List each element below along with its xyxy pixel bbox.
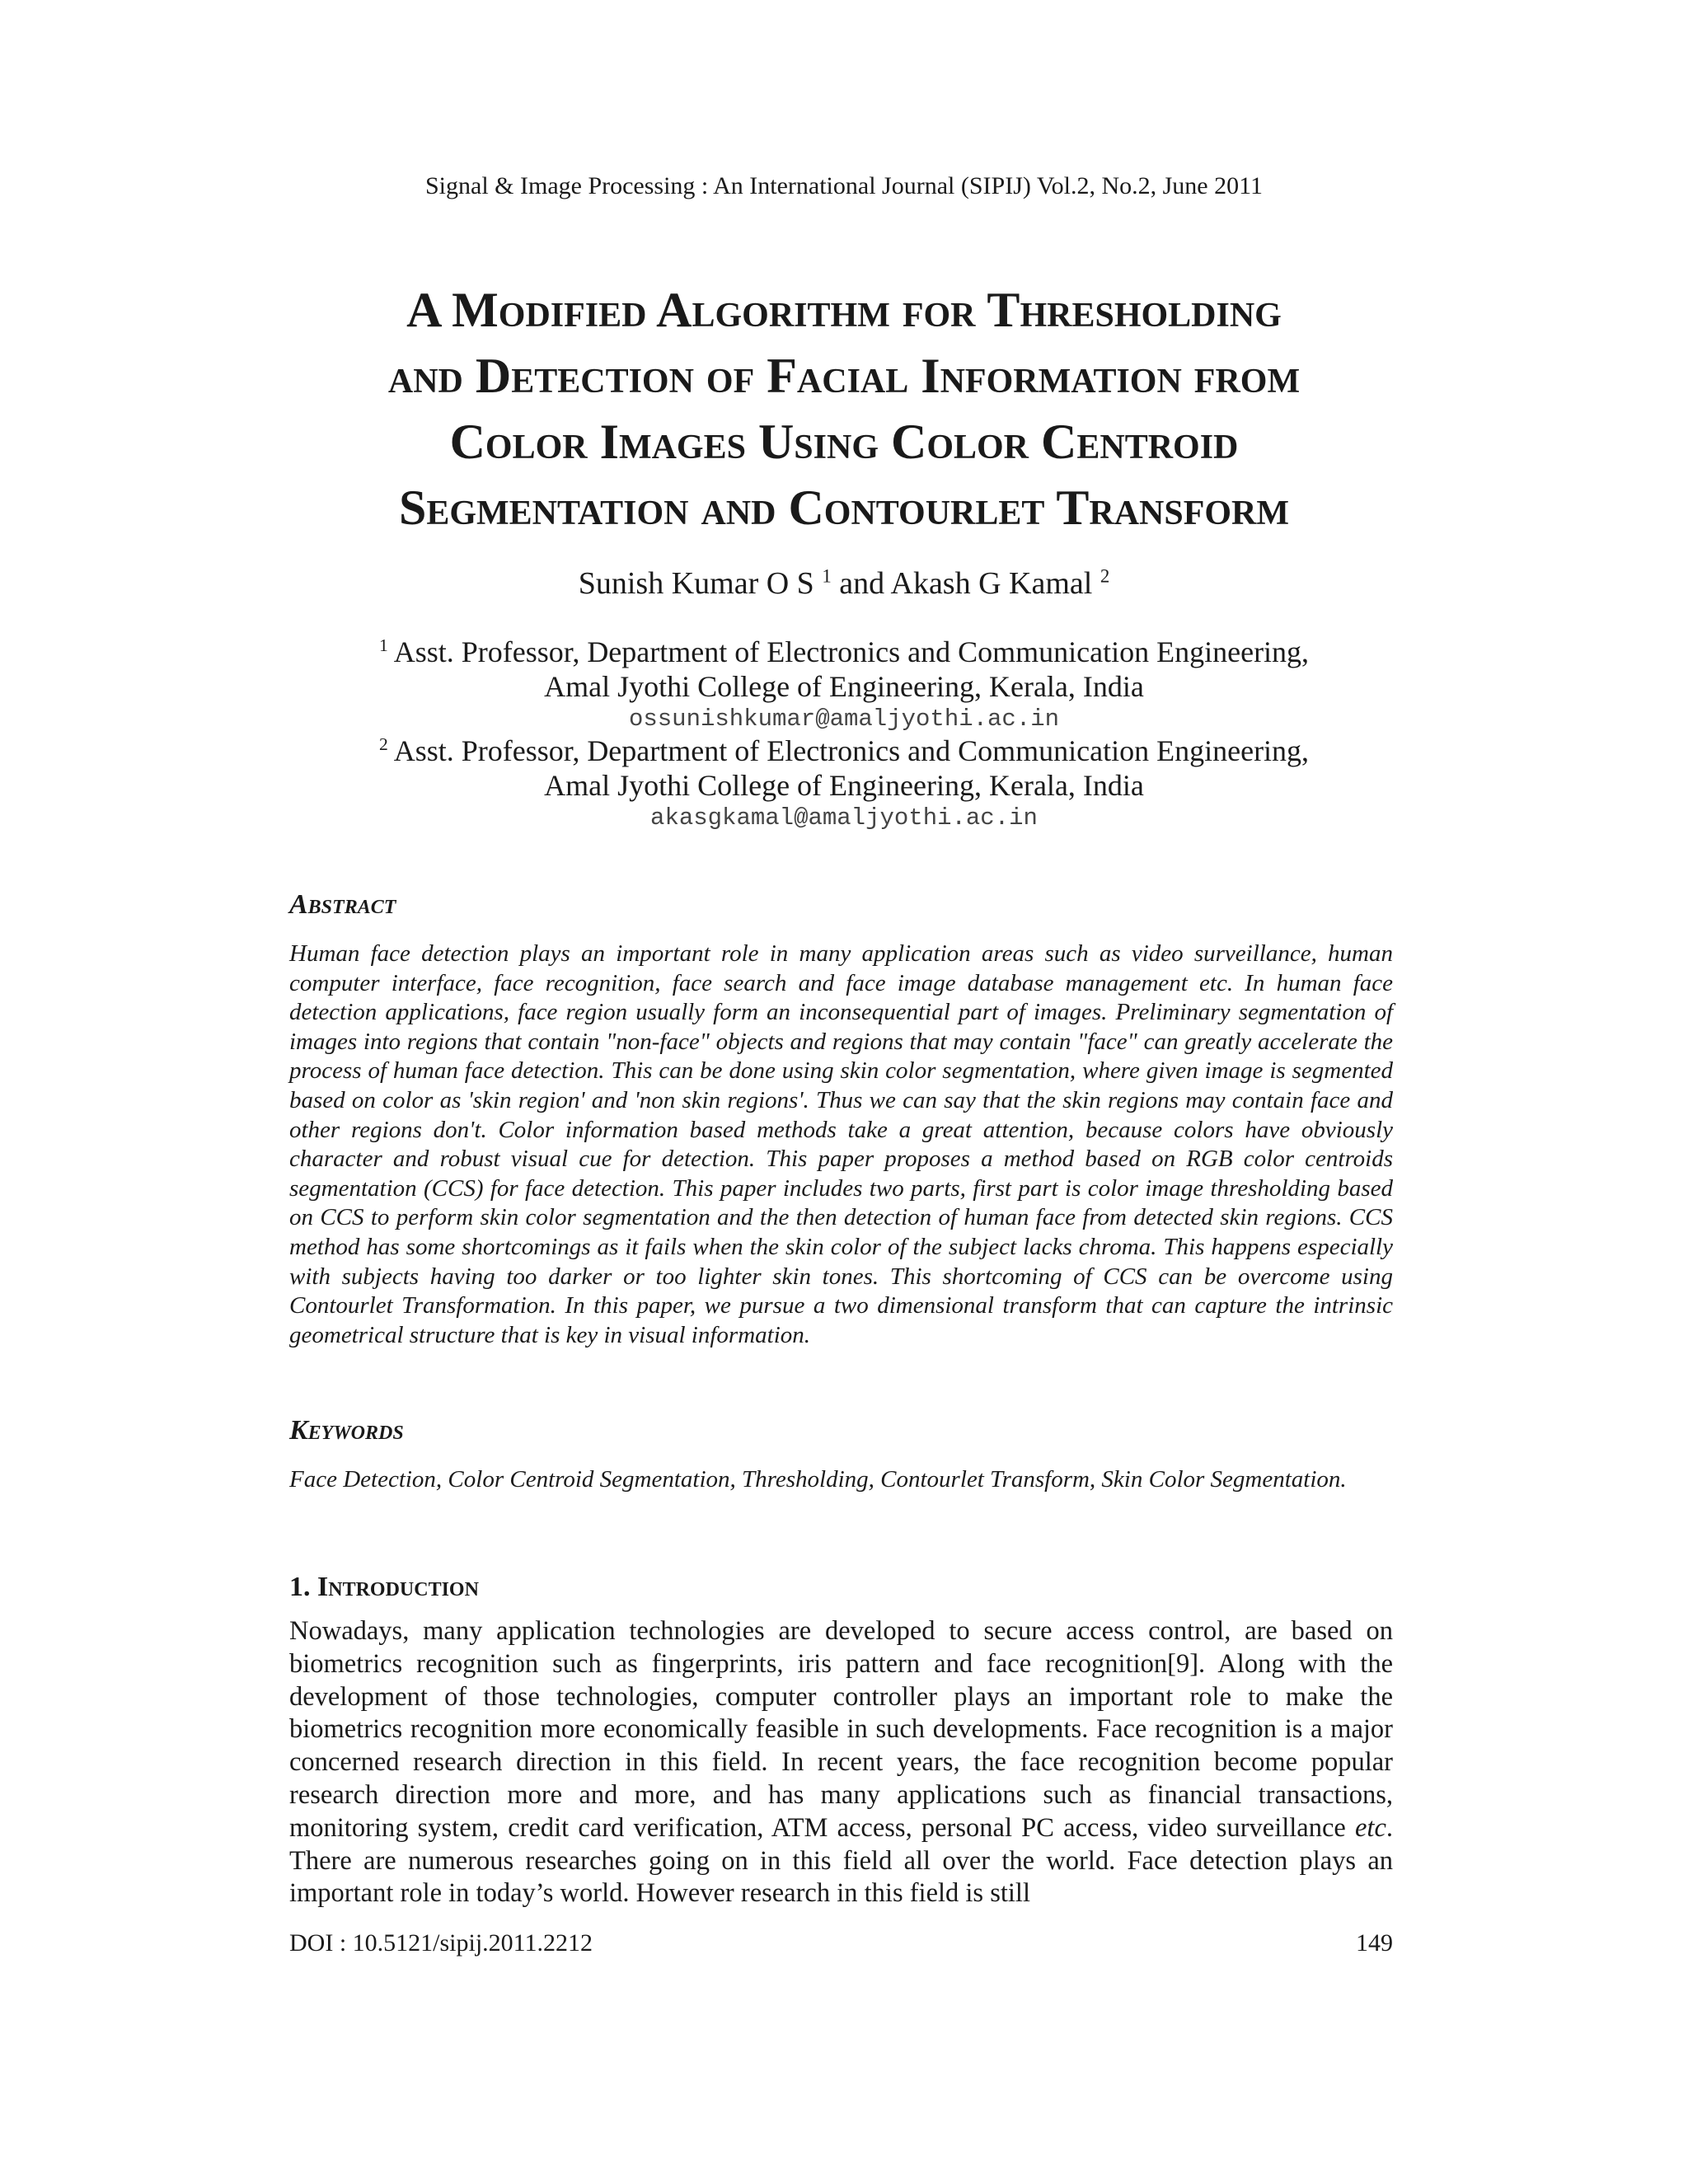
introduction-body [289, 1615, 1393, 1910]
keywords-section [289, 1414, 1393, 1495]
author-connector: and [839, 566, 885, 601]
introduction-text-italic: etc [1354, 1812, 1386, 1843]
title-line: Color Images Using Color Centroid [449, 415, 1239, 469]
affiliation-institution: Amal Jyothi College of Engineering, Kerala, India [544, 769, 1144, 802]
author-name: Sunish Kumar O S [578, 566, 814, 601]
author-affiliation-mark: 1 [822, 565, 832, 587]
abstract-section [289, 888, 1393, 1350]
abstract-heading: Abstract [289, 889, 396, 920]
title-line: and Detection of Facial Information from [387, 349, 1301, 403]
affiliation-line [0, 635, 1688, 669]
keywords-heading: Keywords [289, 1415, 404, 1446]
introduction-text: Nowadays, many application technologies are developed to secure access control, are based on biometrics recognition such as fingerprints, iris pattern and face recognition[9]. Along with the development of those technologies, computer controller plays an important role to make the biometrics recognition more economically feasible in such developments. Face recognition is a major concerned research direction in this field. In recent years, the face recognition become popular research direction more and more, and has many applications such as financial transactions, monitoring system, credit card verification, ATM access, personal PC access, video surveillance [289, 1616, 1393, 1843]
affiliation-institution: Amal Jyothi College of Engineering, Kerala, India [544, 670, 1144, 703]
affiliation-department: Asst. Professor, Department of Electronics and Communication Engineering, [393, 635, 1310, 668]
page-number: 149 [1356, 1929, 1393, 1957]
affiliation-department: Asst. Professor, Department of Electronics and Communication Engineering, [393, 734, 1310, 767]
affiliation-block-2 [0, 733, 1688, 834]
running-header: Signal & Image Processing : An International Journal (SIPIJ) Vol.2, No.2, June 2011 [424, 172, 1263, 199]
affiliation-block-1 [0, 635, 1688, 735]
affiliation-mark: 2 [378, 734, 388, 754]
introduction-text: . There are numerous researches going on in this field all over the world. Face detection plays an important role in today’s world. However research in this field is still [289, 1812, 1393, 1909]
author-name: Akash G Kamal [890, 566, 1093, 601]
author-affiliation-mark: 2 [1100, 565, 1110, 587]
email-link[interactable]: ossunishkumar@amaljyothi.ac.in [628, 705, 1060, 733]
doi-footer: DOI : 10.5121/sipij.2011.2212 [289, 1929, 593, 1957]
author-list [0, 565, 1688, 602]
title-line: Segmentation and Contourlet Transform [398, 480, 1290, 535]
introduction-heading: 1. Introduction [289, 1572, 479, 1602]
abstract-body: Human face detection plays an important role in many application areas such as video surveillance, human computer interface, face recognition, face search and face image database management etc. In human face detection applications, face region usually form an inconsequential part of images. Preliminary segmentation of images into regions that contain "non-face" objects and regions that may contain "face" can greatly accelerate the process of human face detection. This can be done using skin color segmentation, where given image is segmented based on color as 'skin region' and 'non skin regions'. Thus we can say that the skin regions may contain face and other regions don't. Color information based methods take a great attention, because colors have obviously character and robust visual cue for detection. This paper proposes a method based on RGB color centroids segmentation (CCS) for face detection. This paper includes two parts, first part is color image thresholding based on CCS to perform skin color segmentation and the then detection of human face from detected skin regions. CCS method has some shortcomings as it fails when the skin color of the subject lacks chroma. This happens especially with subjects having too darker or too lighter skin tones. This shortcoming of CCS can be overcome using Contourlet Transformation. In this paper, we pursue a two dimensional transform that can capture the intrinsic geometrical structure that is key in visual information. [289, 940, 1393, 1348]
email-link[interactable]: akasgkamal@amaljyothi.ac.in [650, 804, 1038, 832]
introduction-section [289, 1571, 1393, 1910]
title-line: A Modified Algorithm for Thresholding [406, 283, 1282, 337]
affiliation-mark: 1 [378, 635, 388, 655]
paper-title [0, 277, 1688, 541]
affiliation-line [0, 733, 1688, 768]
keywords-body: Face Detection, Color Centroid Segmentation, Thresholding, Contourlet Transform, Skin Color Segmentation. [289, 1466, 1347, 1493]
